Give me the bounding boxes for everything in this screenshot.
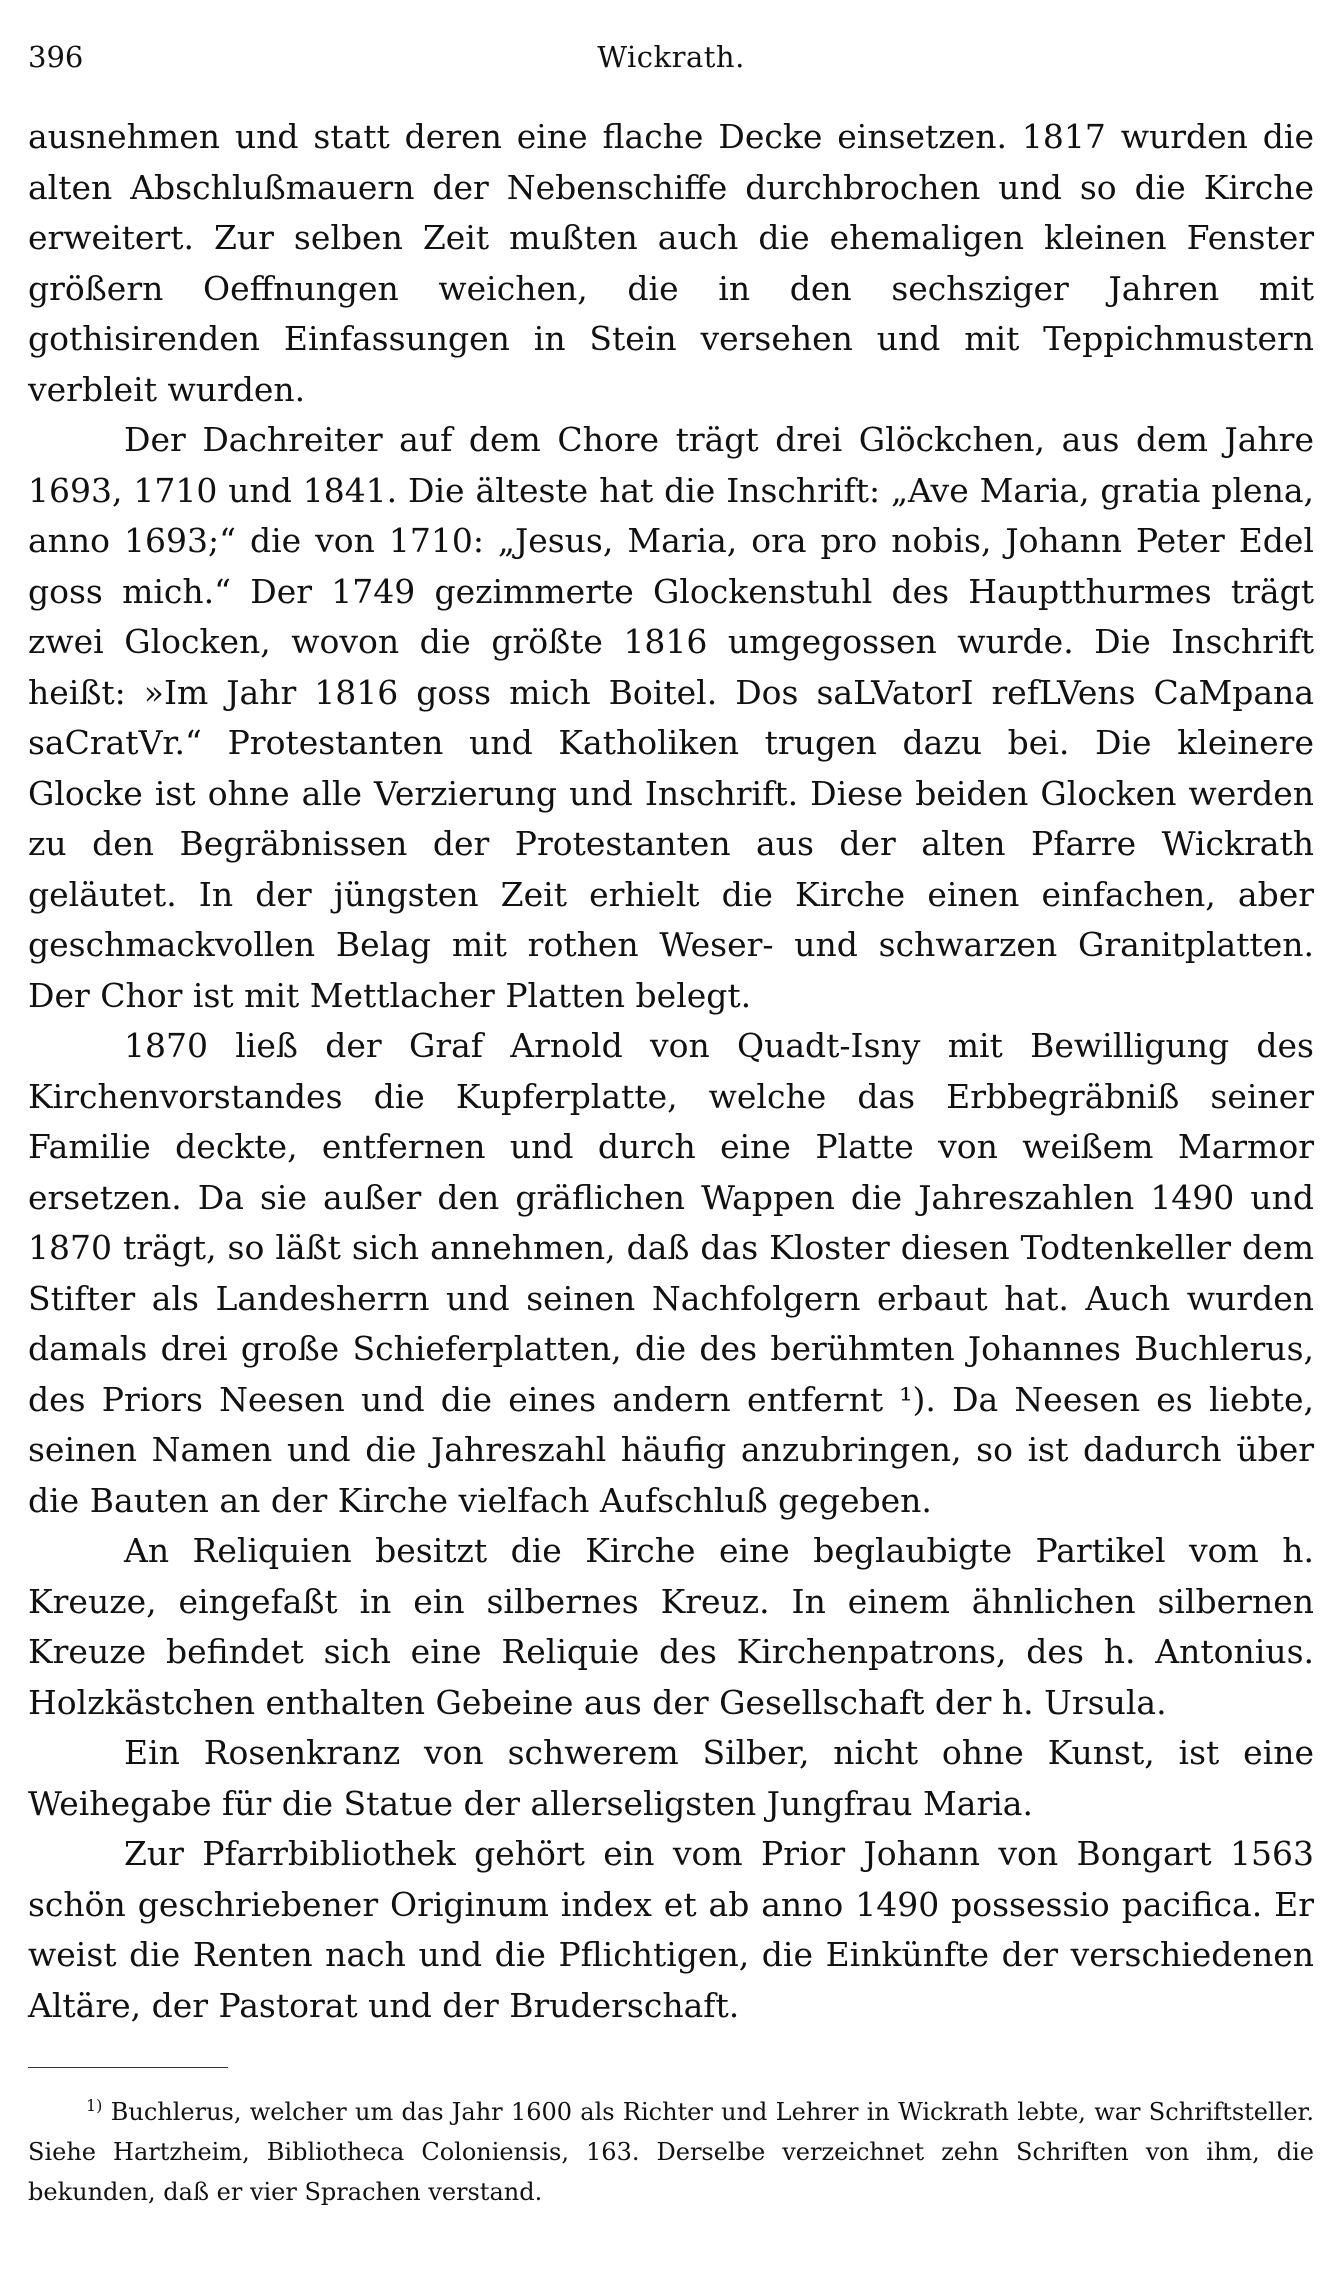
page-number: 396 [28,40,84,74]
footnote-text: Buchlerus, welcher um das Jahr 1600 als Richter und Lehrer in Wickrath lebte, war Schriftsteller. Siehe Hartzheim, Bibliotheca Coloniensis, 163. Derselbe verzeichnet zehn Schriften von ihm, die bekunden, daß er vier Sprachen verstand. [28,2098,1315,2206]
paragraph: Der Dachreiter auf dem Chore trägt drei Glöckchen, aus dem Jahre 1693, 1710 und 1841. Die älteste hat die Inschrift: „Ave Maria, gratia plena, anno 1693;“ die von 1710: „Jesus, Maria, ora pro nobis, Johann Peter Edel goss mich.“ Der 1749 gezimmerte Glockenstuhl des Hauptthurmes trägt zwei Glocken, wovon die größte 1816 umgegossen wurde. Die Inschrift heißt: »Im Jahr 1816 goss mich Boitel. Dos saLVatorI refLVens CaMpana saCratVr.“ Protestanten und Katholiken trugen dazu bei. Die kleinere Glocke ist ohne alle Verzierung und Inschrift. Diese beiden Glocken werden zu den Begräbnissen der Protestanten aus der alten Pfarre Wickrath geläutet. In der jüngsten Zeit erhielt die Kirche einen einfachen, aber geschmackvollen Belag mit rothen Weser- und schwarzen Granitplatten. Der Chor ist mit Mettlacher Platten belegt. [28,420,1314,1015]
book-page [28,40,1314,2212]
running-head: Wickrath. [597,40,745,74]
page-header [28,40,1314,96]
footnote-marker: 1) [86,2096,103,2115]
paragraph: ausnehmen und statt deren eine flache Decke einsetzen. 1817 wurden die alten Abschlußmauern der Nebenschiffe durchbrochen und so die Kirche erweitert. Zur selben Zeit mußten auch die ehemaligen kleinen Fenster größern Oeffnungen weichen, die in den sechsziger Jahren mit gothisirenden Einfassungen in Stein versehen und mit Teppichmustern verbleit wurden. [28,117,1314,409]
body-text [28,112,1314,2031]
paragraph: An Reliquien besitzt die Kirche eine beglaubigte Partikel vom h. Kreuze, eingefaßt in ein silbernes Kreuz. In einem ähnlichen silbernen Kreuze befindet sich eine Reliquie des Kirchenpatrons, des h. Antonius. Holzkästchen enthalten Gebeine aus der Gesellschaft der h. Ursula. [28,1531,1314,1722]
footnote-divider [28,2067,228,2068]
paragraph: 1870 ließ der Graf Arnold von Quadt-Isny mit Bewilligung des Kirchenvorstandes die Kupferplatte, welche das Erbbegräbniß seiner Familie deckte, entfernen und durch eine Platte von weißem Marmor ersetzen. Da sie außer den gräflichen Wappen die Jahreszahlen 1490 und 1870 trägt, so läßt sich annehmen, daß das Kloster diesen Todtenkeller dem Stifter als Landesherrn und seinen Nachfolgern erbaut hat. Auch wurden damals drei große Schieferplatten, die des berühmten Johannes Buchlerus, des Priors Neesen und die eines andern entfernt ¹). Da Neesen es liebte, seinen Namen und die Jahreszahl häufig anzubringen, so ist dadurch über die Bauten an der Kirche vielfach Aufschluß gegeben. [28,1026,1314,1520]
paragraph: Ein Rosenkranz von schwerem Silber, nicht ohne Kunst, ist eine Weihegabe für die Statue der allerseligsten Jungfrau Maria. [28,1733,1314,1823]
footnote [28,2086,1314,2212]
paragraph: Zur Pfarrbibliothek gehört ein vom Prior Johann von Bongart 1563 schön geschriebener Originum index et ab anno 1490 possessio pacifica. Er weist die Renten nach und die Pflichtigen, die Einkünfte der verschiedenen Altäre, der Pastorat und der Bruderschaft. [28,1834,1314,2025]
